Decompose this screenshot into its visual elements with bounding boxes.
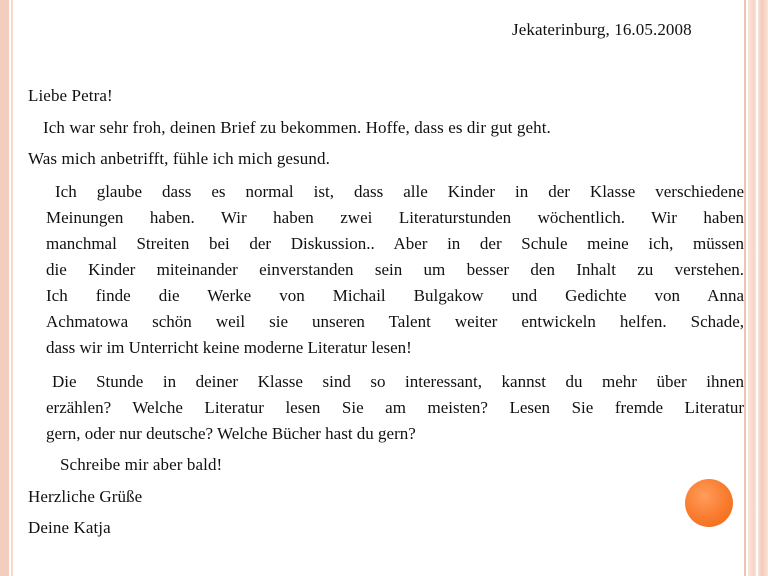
paragraph-2-line: gern, oder nur deutsche? Welche Bücher hast du gern? [46,424,416,443]
paragraph-1-line: dass wir im Unterricht keine moderne Literatur lesen! [46,338,412,357]
greeting: Liebe Petra! [28,86,113,105]
paragraph-1-line: Ich glaube dass es normal ist, dass alle Kinder in der Klasse verschiedene [55,182,744,201]
paragraph-1 [46,179,744,361]
paragraph-1-line: Ich finde die Werke von Michail Bulgakow und Gedichte von Anna [46,286,744,305]
right-decorative-stripe [748,0,768,576]
left-decorative-stripe-thin [11,0,13,576]
intro-line-2: Was mich anbetrifft, fühle ich mich gesund. [28,149,330,168]
orange-circle-decoration [685,479,733,527]
paragraph-1-line: Meinungen haben. Wir haben zwei Literaturstunden wöchentlich. Wir haben [46,208,744,227]
closing-request: Schreibe mir aber bald! [60,455,223,474]
left-decorative-stripe [0,0,9,576]
paragraph-1-line: die Kinder miteinander einverstanden sein um besser den Inhalt zu verstehen. [46,260,744,279]
right-decorative-stripe-gap [756,0,758,576]
intro-line-1: Ich war sehr froh, deinen Brief zu bekommen. Hoffe, dass es dir gut geht. [43,118,551,137]
right-decorative-stripe-thin [744,0,746,576]
paragraph-1-line: manchmal Streiten bei der Diskussion.. Aber in der Schule meine ich, müssen [46,234,744,253]
date-line: Jekaterinburg, 16.05.2008 [512,20,692,39]
paragraph-1-line: Achmatowa schön weil sie unseren Talent weiter entwickeln helfen. Schade, [46,312,744,331]
paragraph-2-line: erzählen? Welche Literatur lesen Sie am meisten? Lesen Sie fremde Literatur [46,398,744,417]
paragraph-2-line: Die Stunde in deiner Klasse sind so interessant, kannst du mehr über ihnen [52,372,744,391]
signature: Deine Katja [28,518,111,537]
paragraph-2 [46,369,744,447]
regards: Herzliche Grüße [28,487,143,506]
